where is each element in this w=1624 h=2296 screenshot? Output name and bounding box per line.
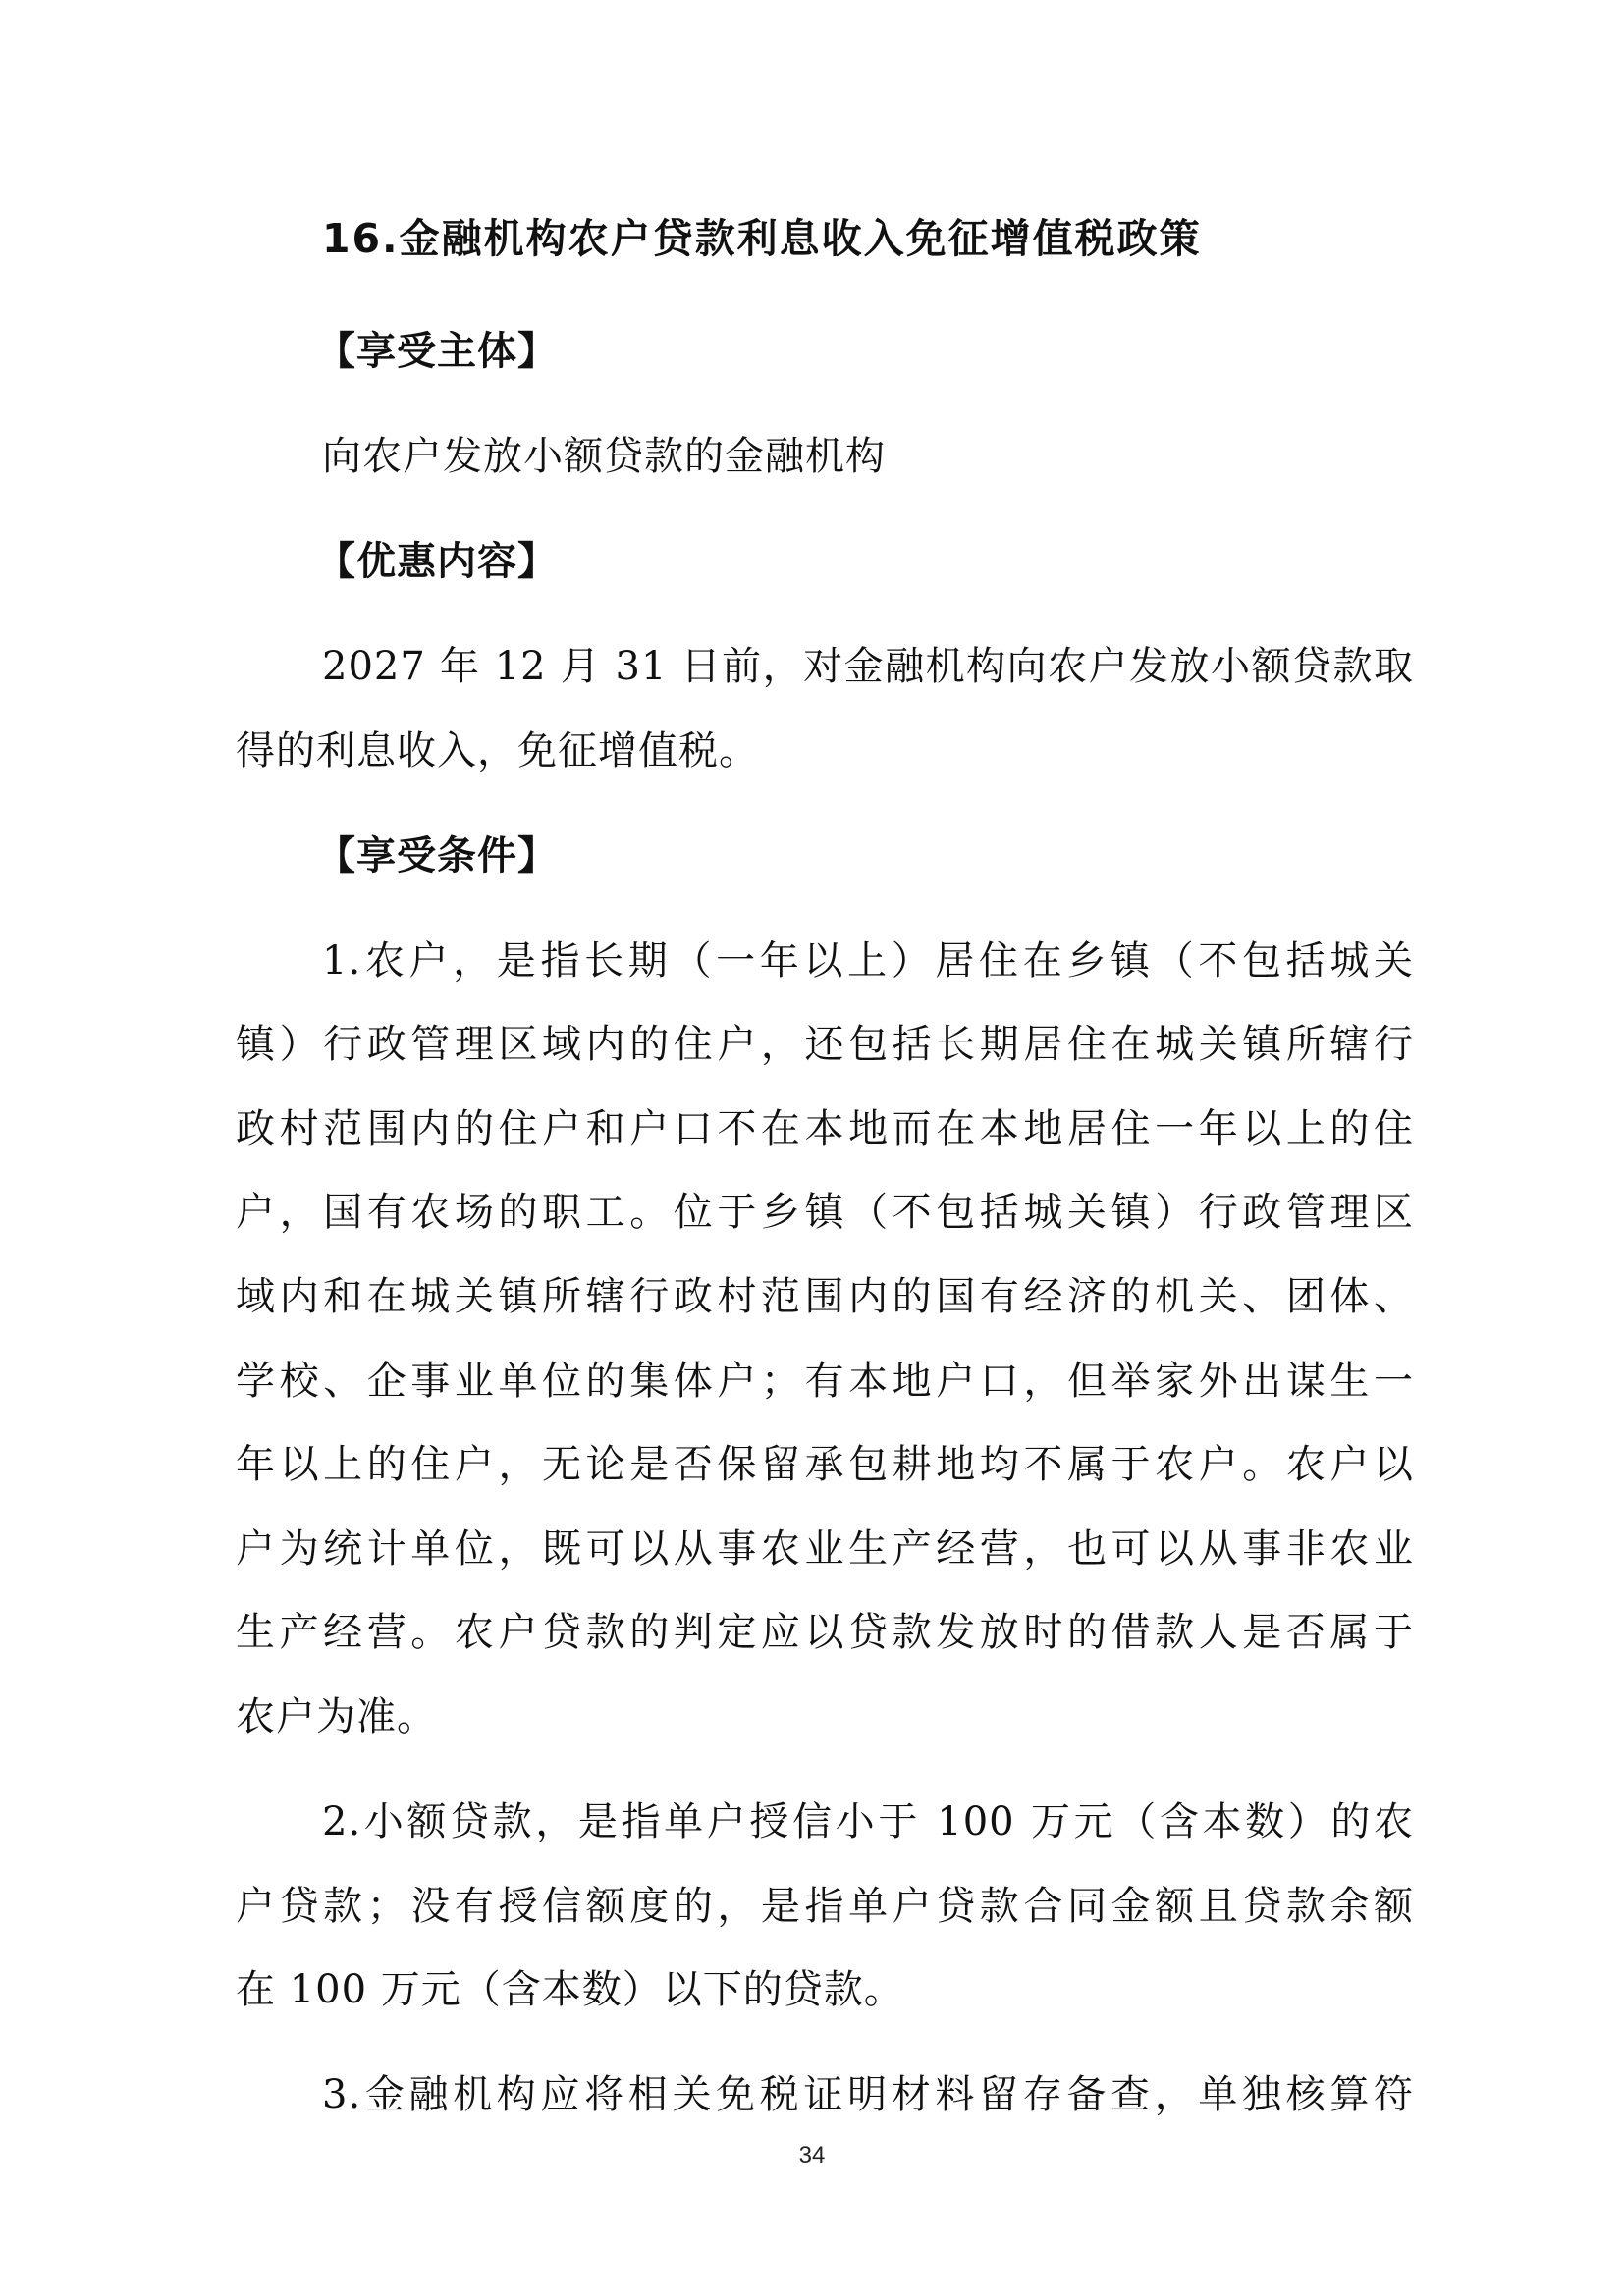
condition-1-line: 年以上的住户，无论是否保留承包耕地均不属于农户。农户以 <box>236 1442 1414 1487</box>
page-number: 34 <box>798 2142 826 2168</box>
condition-2-line: 2.小额贷款，是指单户授信小于 100 万元（含本数）的农 <box>322 1799 1414 1844</box>
policy-title: 16.金融机构农户贷款利息收入免征增值税政策 <box>322 215 1202 262</box>
content-heading: 【优惠内容】 <box>316 539 558 584</box>
condition-1-line: 1.农户，是指长期（一年以上）居住在乡镇（不包括城关 <box>322 938 1414 984</box>
condition-1-line: 政村范围内的住户和户口不在本地而在本地居住一年以上的住 <box>236 1106 1414 1151</box>
content-line: 2027 年 12 月 31 日前，对金融机构向农户发放小额贷款取 <box>322 644 1414 689</box>
condition-1-line: 域内和在城关镇所辖行政村范围内的国有经济的机关、团体、 <box>236 1274 1414 1319</box>
condition-1-line: 生产经营。农户贷款的判定应以贷款发放时的借款人是否属于 <box>236 1610 1414 1655</box>
condition-1-line: 户为统计单位，既可以从事农业生产经营，也可以从事非农业 <box>236 1526 1414 1572</box>
condition-2-line: 户贷款；没有授信额度的，是指单户贷款合同金额且贷款余额 <box>236 1884 1414 1929</box>
content-line: 得的利息收入，免征增值税。 <box>236 728 759 774</box>
condition-1-line: 学校、企事业单位的集体户；有本地户口，但举家外出谋生一 <box>236 1359 1414 1404</box>
condition-1-line: 户，国有农场的职工。位于乡镇（不包括城关镇）行政管理区 <box>236 1190 1414 1235</box>
conditions-heading: 【享受条件】 <box>316 833 558 879</box>
condition-2-line: 在 100 万元（含本数）以下的贷款。 <box>236 1967 904 2012</box>
condition-1-line: 镇）行政管理区域内的住户，还包括长期居住在城关镇所辖行 <box>236 1022 1414 1067</box>
subject-text: 向农户发放小额贷款的金融机构 <box>322 434 886 479</box>
condition-3-line: 3.金融机构应将相关免税证明材料留存备查，单独核算符 <box>322 2072 1414 2117</box>
condition-1-line: 农户为准。 <box>236 1694 437 1739</box>
subject-heading: 【享受主体】 <box>316 329 558 374</box>
